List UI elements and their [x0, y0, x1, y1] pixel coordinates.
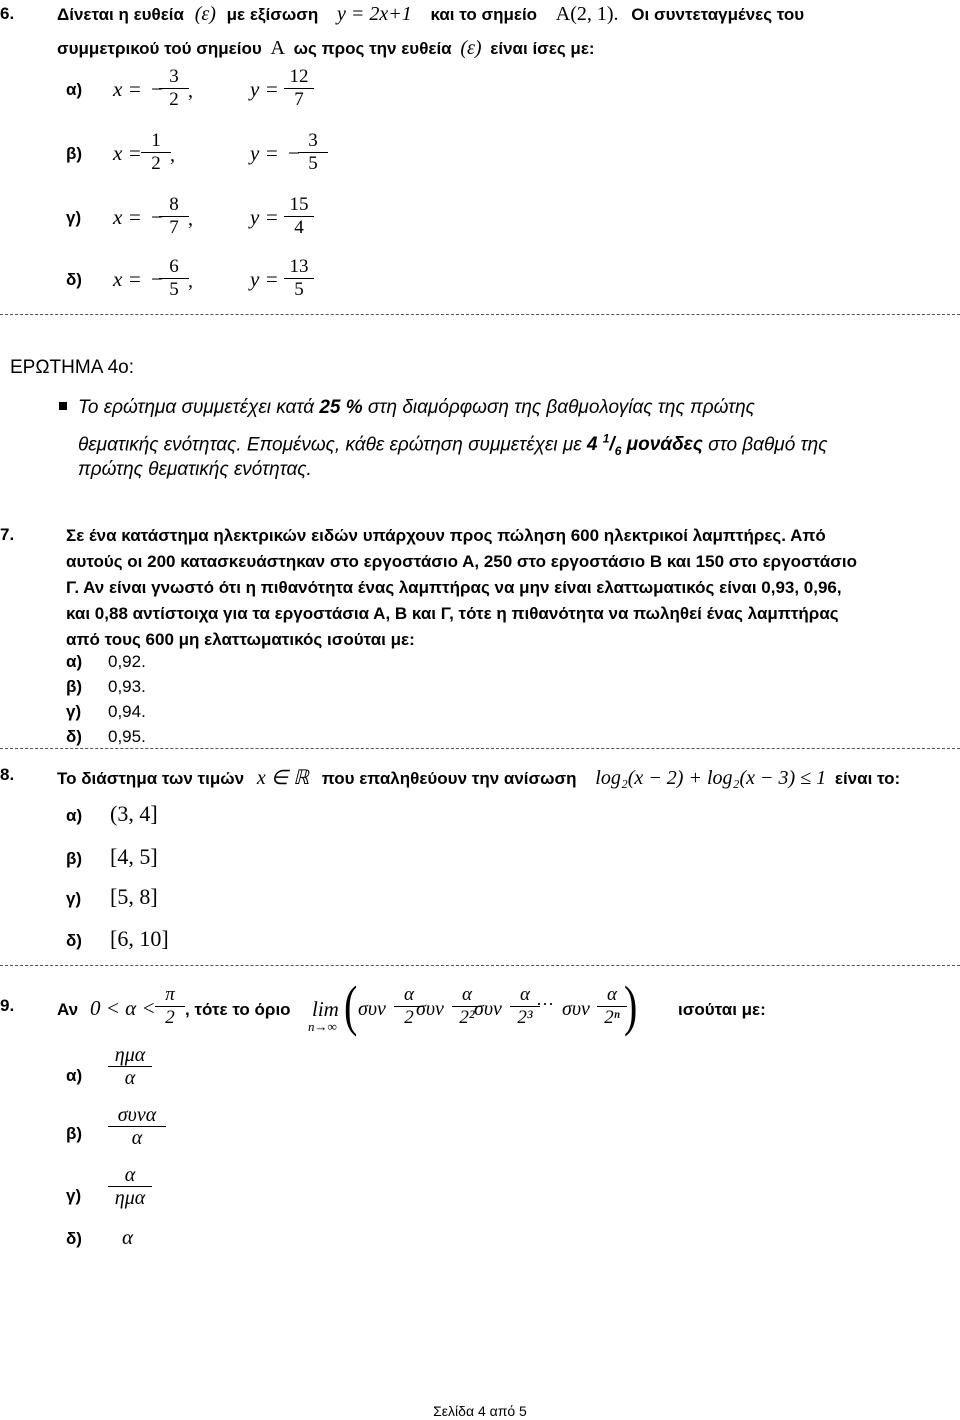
- comma: ,: [188, 208, 193, 230]
- x-sign: −: [151, 267, 163, 291]
- cos-term: συν: [416, 998, 444, 1020]
- q6-text: είναι ίσες με:: [490, 39, 595, 58]
- option-label: γ): [66, 1186, 82, 1205]
- alpha-over-2: $\frac{\alpha}{2}$: [394, 984, 424, 1029]
- section-bullet-line3: πρώτης θεματικής ενότητας.: [78, 459, 312, 480]
- option-value: [6, 10]: [110, 926, 169, 951]
- y-eq: y =: [250, 77, 279, 101]
- option-value: 0,92.: [108, 652, 146, 671]
- q6-line2: [57, 36, 595, 61]
- alpha-over-2-squared: $\frac{\alpha}{\text{2²}}$: [452, 984, 482, 1029]
- option-value: (3, 4]: [110, 801, 158, 826]
- close-paren: ): [624, 974, 638, 1037]
- y-eq: y =: [250, 141, 279, 165]
- option-fraction: ημα α: [108, 1044, 152, 1089]
- option-fraction: συνα α: [108, 1104, 166, 1149]
- option-label: β): [66, 849, 83, 868]
- pi-over-two: $\frac{\pi}{2}$: [155, 984, 185, 1029]
- option-label: β): [66, 144, 83, 163]
- q6-text: με εξίσωση: [226, 5, 319, 24]
- y-fraction: $\frac{13}{5}$: [284, 256, 314, 301]
- bullet-icon: [59, 402, 67, 410]
- percent-value: 25 %: [319, 397, 363, 418]
- x-sign: −: [151, 205, 163, 229]
- option-label: γ): [66, 702, 82, 721]
- x-fraction: $\frac{8}{7}$: [159, 194, 189, 239]
- q8-text: που επαληθεύουν την ανίσωση: [321, 769, 577, 788]
- option-label: δ): [66, 727, 82, 746]
- q8-domain: x ∈ ℝ: [256, 767, 309, 789]
- x-fraction: $\frac{6}{5}$: [159, 256, 189, 301]
- q8-number: 8.: [0, 765, 15, 784]
- option-label: α): [66, 806, 83, 825]
- section-divider: [0, 965, 960, 966]
- section-divider: [0, 748, 960, 749]
- option-fraction: α ημα: [108, 1164, 152, 1209]
- q6-line1: [57, 2, 804, 27]
- x-sign: −: [151, 77, 163, 101]
- option-label: β): [66, 677, 83, 696]
- x-eq: x =: [113, 205, 142, 229]
- option-value: α: [122, 1225, 134, 1249]
- q6-number: 6.: [0, 4, 15, 23]
- option-label: α): [66, 1066, 83, 1085]
- q8-inequality: log₂(x − 2) + log₂(x − 3) ≤ 1: [595, 767, 827, 789]
- open-paren: (: [344, 974, 358, 1037]
- section-divider: [0, 314, 960, 315]
- comma: ,: [170, 144, 175, 166]
- q6-text: συμμετρικού τού σημείου: [57, 39, 262, 58]
- limit-symbol: lim: [312, 997, 339, 1021]
- q6-line-symbol: (ε): [460, 37, 482, 59]
- q7-line: Σε ένα κατάστημα ηλεκτρικών ειδών υπάρχουν προς πώληση 600 ηλεκτρικοί λαμπτήρες. Από: [66, 526, 826, 545]
- y-sign: −: [288, 141, 300, 165]
- q7-line: από τους 600 μη ελαττωματικός ισούται με:: [66, 630, 415, 649]
- q7-line: αυτούς οι 200 κατασκευάστηκαν στο εργοστάσιο Α, 250 στο εργοστάσιο Β και 150 στο εργοστάσιο: [66, 552, 857, 571]
- option-label: δ): [66, 931, 82, 950]
- bullet-text: θεματικής ενότητας. Επομένως, κάθε ερώτηση συμμετέχει με: [78, 434, 582, 456]
- y-fraction: $\frac{12}{7}$: [284, 66, 314, 111]
- q9-number: 9.: [0, 996, 15, 1015]
- section-bullet-line1: [78, 394, 948, 422]
- q9-text: , τότε το όριο: [185, 1000, 291, 1019]
- option-label: β): [66, 1124, 83, 1143]
- page-number: Σελίδα 4 από 5: [433, 1403, 527, 1419]
- x-eq: x =: [113, 77, 142, 101]
- ellipsis: ···: [536, 994, 554, 1014]
- units-fraction: 4 $^1/_6$ μονάδες: [586, 432, 703, 459]
- bullet-text: στη διαμόρφωση της βαθμολογίας της πρώτης: [367, 397, 755, 418]
- option-label: α): [66, 80, 83, 99]
- q6-point-a: Α: [270, 37, 285, 59]
- bullet-text: Το ερώτημα συμμετέχει κατά: [78, 397, 315, 418]
- limit-subscript: n→∞: [308, 1019, 337, 1034]
- q8-text: είναι το:: [834, 769, 901, 788]
- q7-line: και 0,88 αντίστοιχα για τα εργοστάσια Α, Β και Γ, τότε η πιθανότητα να πωληθεί ένας λαμπτήρας: [66, 604, 839, 623]
- q6-text: ως προς την ευθεία: [293, 39, 452, 58]
- q9-condition: 0 < α <: [90, 996, 156, 1020]
- option-label: γ): [66, 208, 82, 227]
- q8-stem: [57, 766, 900, 791]
- y-fraction: $\frac{15}{4}$: [284, 194, 314, 239]
- x-fraction: $\frac{1}{2}$: [141, 130, 171, 175]
- y-eq: y =: [250, 267, 279, 291]
- x-eq: x =: [113, 141, 142, 165]
- option-value: [4, 5]: [110, 844, 158, 869]
- option-label: δ): [66, 1229, 82, 1248]
- option-label: α): [66, 652, 83, 671]
- q9-text: ισούται με:: [678, 1000, 766, 1019]
- y-fraction: $\frac{3}{5}$: [298, 130, 328, 175]
- option-value: [5, 8]: [110, 884, 158, 909]
- q6-line-symbol: (ε): [194, 3, 216, 25]
- q7-number: 7.: [0, 525, 15, 544]
- option-label: δ): [66, 270, 82, 289]
- q9-text: Αν: [57, 1000, 79, 1019]
- option-value: 0,95.: [108, 727, 146, 746]
- y-eq: y =: [250, 205, 279, 229]
- cos-term: συν: [358, 998, 386, 1020]
- q6-equation: y = 2x+1: [336, 3, 412, 25]
- cos-term: συν: [562, 998, 590, 1020]
- q6-text: Δίνεται η ευθεία: [57, 5, 184, 24]
- comma: ,: [188, 270, 193, 292]
- option-value: 0,94.: [108, 702, 146, 721]
- q6-text: Οι συντεταγμένες του: [631, 5, 805, 24]
- option-label: γ): [66, 889, 82, 908]
- x-eq: x =: [113, 267, 142, 291]
- alpha-over-2-cubed: $\frac{\alpha}{\text{2³}}$: [510, 984, 540, 1029]
- cos-term: συν: [474, 998, 502, 1020]
- q7-line: Γ. Αν είναι γνωστό ότι η πιθανότητα ένας λαμπτήρας να μην είναι ελαττωματικός είναι 0,93, 0,96,: [66, 578, 842, 597]
- q6-point: Α(2, 1).: [555, 3, 619, 25]
- alpha-over-2-n: $\frac{\alpha}{\text{2ⁿ}}$: [597, 984, 627, 1029]
- q6-text: και το σημείο: [430, 5, 538, 24]
- q8-text: Το διάστημα των τιμών: [57, 769, 245, 788]
- section-title: ΕΡΩΤΗΜΑ 4ο:: [10, 357, 135, 378]
- x-fraction: $\frac{3}{2}$: [159, 66, 189, 111]
- option-value: 0,93.: [108, 677, 146, 696]
- bullet-text: στο βαθμό της: [708, 434, 828, 456]
- comma: ,: [188, 80, 193, 102]
